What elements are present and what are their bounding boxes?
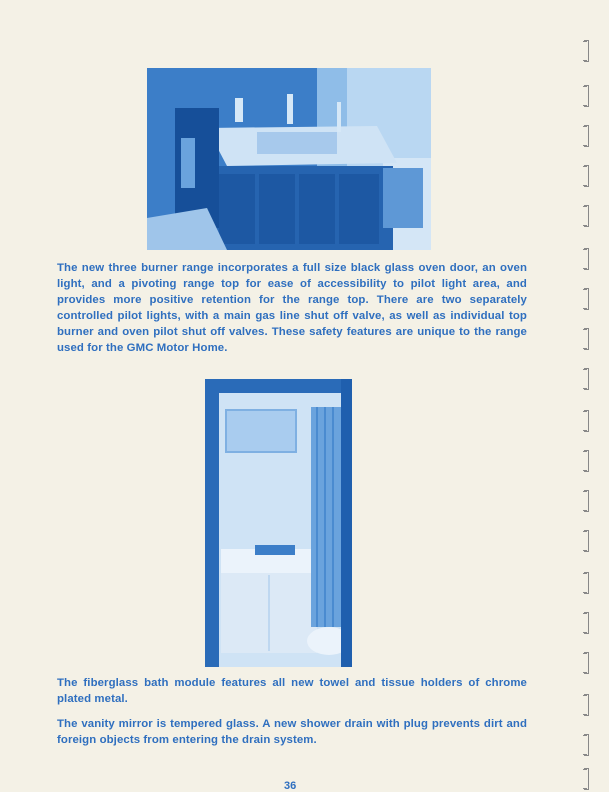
binder-tab <box>584 248 589 270</box>
binder-tab <box>584 40 589 62</box>
binder-tab <box>584 165 589 187</box>
binder-tab <box>584 694 589 716</box>
binder-tab <box>584 450 589 472</box>
binder-tab <box>584 530 589 552</box>
page-number: 36 <box>284 780 297 792</box>
binder-tab <box>584 205 589 227</box>
binder-tab <box>584 572 589 594</box>
binder-tab <box>584 612 589 634</box>
binder-tab <box>584 490 589 512</box>
binder-tab <box>584 288 589 310</box>
binder-tab <box>584 85 589 107</box>
bath-caption-2: The vanity mirror is tempered glass. A new shower drain with plug prevents dirt and foreign objects from entering the drain system. <box>57 718 527 746</box>
binder-tab <box>584 125 589 147</box>
binder-tab <box>584 652 589 674</box>
binder-tab <box>584 368 589 390</box>
binder-tab <box>584 768 589 790</box>
bath-caption-1: The fiberglass bath module features all new towel and tissue holders of chrome plated metal. <box>57 677 527 705</box>
binder-tab <box>584 328 589 350</box>
kitchen-photo <box>147 68 431 250</box>
kitchen-caption: The new three burner range incorporates a full size black glass oven door, an oven light, and a pivoting range top for ease of accessibility to pilot light area, and provides more positive retention for the range top. There are two separately controlled pilot lights, with a main gas line shut off valve, as well as individual top burner and oven pilot shut off valves. These safety features are unique to the range used for the GMC Motor Home. <box>57 262 527 354</box>
binder-tab <box>584 734 589 756</box>
bath-photo <box>205 379 352 667</box>
binder-tab <box>584 410 589 432</box>
